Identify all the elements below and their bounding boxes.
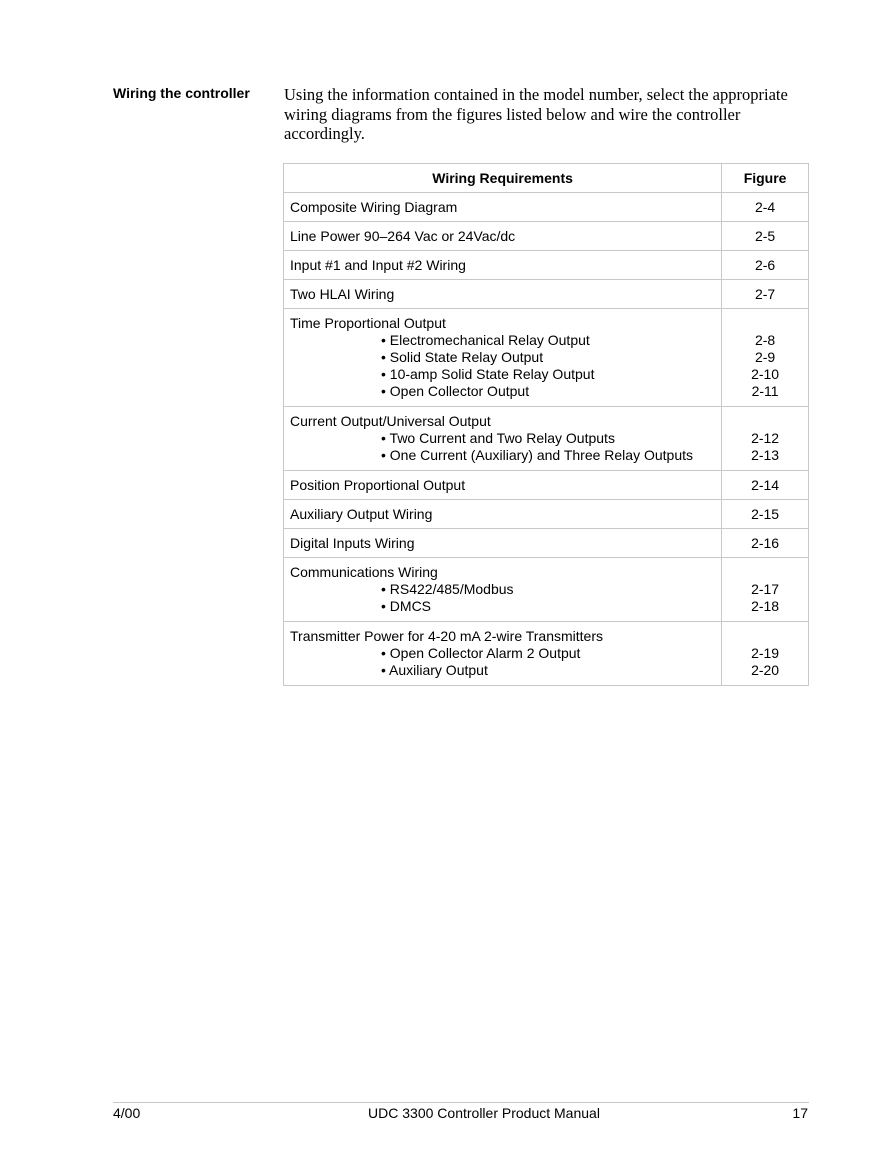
figure-number: 2-9 bbox=[754, 349, 776, 365]
figure-spacer bbox=[722, 413, 808, 430]
requirement-title: Auxiliary Output Wiring bbox=[290, 506, 433, 522]
footer-divider bbox=[113, 1102, 809, 1103]
figure-number: 2-6 bbox=[754, 257, 776, 273]
requirement-sub-item: • RS422/485/Modbus bbox=[381, 581, 514, 597]
requirement-title: Time Proportional Output bbox=[290, 315, 446, 331]
figure-number: 2-14 bbox=[751, 477, 780, 493]
figure-cell bbox=[722, 471, 809, 500]
figure-number: 2-13 bbox=[751, 447, 780, 463]
figure-number: 2-15 bbox=[751, 506, 780, 522]
requirement-sub-item: • Two Current and Two Relay Outputs bbox=[381, 430, 615, 446]
requirement-title: Transmitter Power for 4-20 mA 2-wire Transmitters bbox=[290, 628, 604, 644]
figure-cell bbox=[722, 193, 809, 222]
requirement-title: Two HLAI Wiring bbox=[290, 286, 395, 302]
header-wiring-requirements: Wiring Requirements bbox=[284, 164, 722, 193]
table-row bbox=[284, 558, 809, 622]
table-row bbox=[284, 622, 809, 686]
requirement-cell bbox=[284, 529, 722, 558]
table-row bbox=[284, 407, 809, 471]
requirement-cell bbox=[284, 309, 722, 407]
section-heading: Wiring the controller bbox=[113, 85, 250, 101]
requirement-cell bbox=[284, 280, 722, 309]
table-row bbox=[284, 280, 809, 309]
requirement-title: Input #1 and Input #2 Wiring bbox=[290, 257, 466, 273]
figure-number: 2-12 bbox=[751, 430, 780, 446]
requirement-cell bbox=[284, 622, 722, 686]
requirement-cell bbox=[284, 222, 722, 251]
requirement-title: Communications Wiring bbox=[290, 564, 438, 580]
requirement-sub-item: • Open Collector Output bbox=[381, 383, 530, 399]
figure-cell bbox=[722, 558, 809, 622]
table-row bbox=[284, 529, 809, 558]
figure-cell bbox=[722, 309, 809, 407]
figure-spacer bbox=[722, 628, 808, 645]
header-figure: Figure bbox=[722, 164, 809, 193]
requirement-cell bbox=[284, 407, 722, 471]
requirement-sub-item: • Open Collector Alarm 2 Output bbox=[381, 645, 581, 661]
table-row bbox=[284, 309, 809, 407]
requirement-cell bbox=[284, 500, 722, 529]
requirement-title: Line Power 90–264 Vac or 24Vac/dc bbox=[290, 228, 516, 244]
table-header-row bbox=[284, 164, 809, 193]
figure-cell bbox=[722, 529, 809, 558]
requirement-cell bbox=[284, 251, 722, 280]
figure-cell bbox=[722, 407, 809, 471]
figure-number: 2-20 bbox=[751, 662, 780, 678]
wiring-requirements-table bbox=[283, 163, 809, 686]
table-row bbox=[284, 471, 809, 500]
page-number: 17 bbox=[792, 1105, 808, 1121]
requirement-sub-item: • One Current (Auxiliary) and Three Relay Outputs bbox=[381, 447, 693, 463]
requirement-sub-item: • DMCS bbox=[381, 598, 432, 614]
figure-cell bbox=[722, 280, 809, 309]
figure-number: 2-8 bbox=[754, 332, 776, 348]
intro-paragraph: Using the information contained in the model number, select the appropriate wiring diagrams from the figures listed below and wire the controller accordingly. bbox=[284, 85, 788, 143]
table-row bbox=[284, 500, 809, 529]
figure-number: 2-7 bbox=[754, 286, 776, 302]
figure-cell bbox=[722, 622, 809, 686]
table-row bbox=[284, 193, 809, 222]
requirement-cell bbox=[284, 471, 722, 500]
requirement-sub-item: • Auxiliary Output bbox=[381, 662, 488, 678]
table-row bbox=[284, 222, 809, 251]
footer-date: 4/00 bbox=[113, 1105, 141, 1121]
requirement-title: Position Proportional Output bbox=[290, 477, 466, 493]
requirement-sub-item: • 10-amp Solid State Relay Output bbox=[381, 366, 595, 382]
figure-spacer bbox=[722, 564, 808, 581]
figure-number: 2-5 bbox=[754, 228, 776, 244]
figure-number: 2-19 bbox=[751, 645, 780, 661]
figure-cell bbox=[722, 251, 809, 280]
requirement-sub-item: • Solid State Relay Output bbox=[381, 349, 544, 365]
figure-number: 2-11 bbox=[751, 383, 779, 399]
requirement-title: Current Output/Universal Output bbox=[290, 413, 491, 429]
figure-spacer bbox=[722, 315, 808, 332]
requirement-cell bbox=[284, 558, 722, 622]
figure-number: 2-16 bbox=[751, 535, 780, 551]
requirement-sub-item: • Electromechanical Relay Output bbox=[381, 332, 590, 348]
figure-number: 2-4 bbox=[754, 199, 776, 215]
figure-number: 2-17 bbox=[751, 581, 780, 597]
requirement-cell bbox=[284, 193, 722, 222]
requirement-title: Composite Wiring Diagram bbox=[290, 199, 458, 215]
figure-cell bbox=[722, 222, 809, 251]
figure-cell bbox=[722, 500, 809, 529]
requirement-title: Digital Inputs Wiring bbox=[290, 535, 415, 551]
figure-number: 2-10 bbox=[751, 366, 780, 382]
figure-number: 2-18 bbox=[751, 598, 780, 614]
footer-title: UDC 3300 Controller Product Manual bbox=[368, 1105, 600, 1121]
table-row bbox=[284, 251, 809, 280]
